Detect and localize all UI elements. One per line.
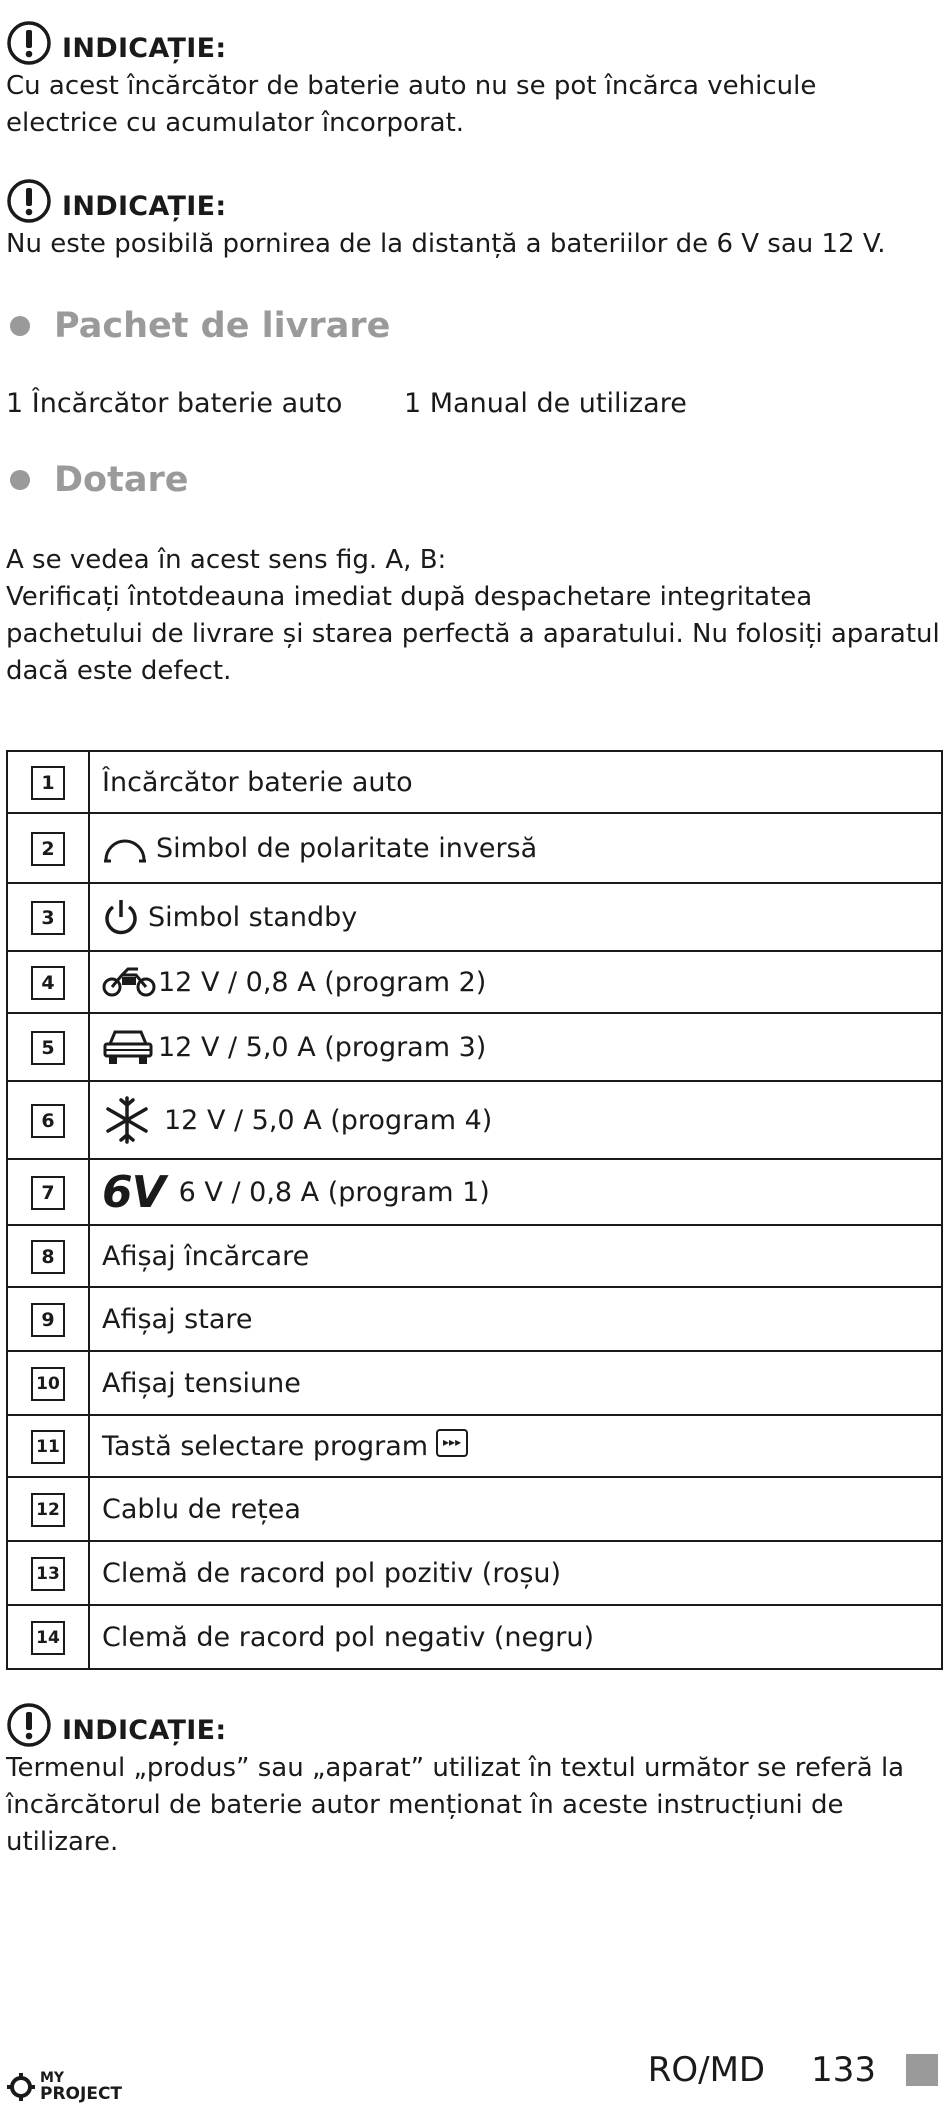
equipment-reference: A se vedea în acest sens fig. A, B:	[6, 545, 447, 575]
note-title: INDICAȚIE:	[62, 1714, 227, 1746]
table-row	[7, 1477, 942, 1541]
part-label: Clemă de racord pol pozitiv (roșu)	[102, 1557, 562, 1589]
part-description-cell	[89, 1287, 942, 1351]
part-number: 7	[31, 1176, 65, 1210]
part-number: 1	[31, 766, 65, 800]
part-description-cell	[89, 751, 942, 813]
delivery-item: 1 Încărcător baterie auto	[6, 388, 343, 419]
part-label: Tastă selectare program	[102, 1430, 429, 1462]
language-code: RO/MD	[647, 2050, 766, 2090]
bullet-icon	[10, 470, 30, 490]
6v-symbol: 6V	[102, 1166, 165, 1218]
part-number: 2	[31, 832, 65, 866]
table-row	[7, 1541, 942, 1605]
table-row	[7, 951, 942, 1013]
part-description-cell	[89, 1225, 942, 1287]
part-number-cell	[7, 1605, 89, 1669]
part-description-cell	[89, 883, 942, 951]
delivery-item: 1 Manual de utilizare	[404, 388, 687, 419]
exclamation-icon	[6, 178, 52, 224]
part-label: 6 V / 0,8 A (program 1)	[178, 1176, 490, 1208]
note-1	[6, 18, 936, 142]
part-number-cell	[7, 1351, 89, 1415]
part-number: 14	[31, 1621, 65, 1655]
part-description-cell	[89, 1541, 942, 1605]
car-icon	[102, 1028, 154, 1066]
reverse-polarity-icon	[102, 832, 148, 864]
part-number-cell	[7, 951, 89, 1013]
part-number-cell	[7, 1477, 89, 1541]
motorcycle-icon	[102, 967, 156, 997]
part-label: Afișaj tensiune	[102, 1367, 301, 1399]
note-2	[6, 176, 936, 263]
note-text: Cu acest încărcător de baterie auto nu se pot încărca vehicule electrice cu acumulator încorporat.	[6, 71, 817, 138]
part-number-cell	[7, 751, 89, 813]
part-description-cell	[89, 951, 942, 1013]
part-number: 11	[31, 1430, 65, 1464]
program-key-icon: ▸▸▸	[436, 1429, 468, 1457]
part-number-cell	[7, 1013, 89, 1081]
part-number-cell	[7, 1541, 89, 1605]
section-title: Dotare	[54, 460, 189, 500]
note-title: INDICAȚIE:	[62, 190, 227, 222]
table-row	[7, 1013, 942, 1081]
part-description-cell	[89, 1013, 942, 1081]
power-icon	[102, 897, 140, 937]
table-row	[7, 813, 942, 883]
part-number-cell	[7, 1159, 89, 1225]
table-row	[7, 1081, 942, 1159]
part-number: 10	[31, 1367, 65, 1401]
page-marker	[906, 2054, 938, 2086]
part-number: 4	[31, 966, 65, 1000]
part-number-cell	[7, 813, 89, 883]
part-label: Clemă de racord pol negativ (negru)	[102, 1621, 595, 1653]
gear-icon	[6, 2072, 36, 2102]
note-text: Nu este posibilă pornirea de la distanță a bateriilor de 6 V sau 12 V.	[6, 229, 886, 259]
note-title: INDICAȚIE:	[62, 32, 227, 64]
part-label: Simbol standby	[148, 901, 358, 933]
delivery-list	[6, 388, 687, 419]
part-description-cell	[89, 1415, 942, 1477]
part-number-cell	[7, 1415, 89, 1477]
part-label: Afișaj încărcare	[102, 1240, 310, 1272]
part-number-cell	[7, 1081, 89, 1159]
section-title: Pachet de livrare	[54, 306, 391, 346]
exclamation-icon	[6, 1702, 52, 1748]
section-delivery	[6, 306, 390, 346]
table-row	[7, 751, 942, 813]
part-description-cell	[89, 1159, 942, 1225]
note-header	[6, 1700, 936, 1750]
table-row	[7, 1225, 942, 1287]
part-number-cell	[7, 1225, 89, 1287]
part-description-cell	[89, 1477, 942, 1541]
table-row	[7, 1415, 942, 1477]
part-description-cell	[89, 1351, 942, 1415]
part-description-cell	[89, 813, 942, 883]
part-label: 12 V / 5,0 A (program 3)	[158, 1031, 487, 1063]
note-text: Termenul „produs” sau „aparat” utilizat în textul următor se referă la încărcătorul de baterie autor menționat în aceste instrucțiuni de utilizare.	[6, 1753, 905, 1857]
part-number: 9	[31, 1303, 65, 1337]
section-equipment	[6, 460, 188, 500]
part-label: 12 V / 0,8 A (program 2)	[158, 966, 487, 998]
part-number: 6	[31, 1104, 65, 1138]
part-label: Afișaj stare	[102, 1303, 253, 1335]
part-description-cell	[89, 1081, 942, 1159]
logo-text-top: MY	[40, 2070, 65, 2086]
part-label: Încărcător baterie auto	[102, 766, 413, 798]
logo-text-bottom: PROJECT	[40, 2084, 123, 2104]
note-header	[6, 176, 936, 226]
snowflake-icon	[102, 1095, 152, 1145]
table-row	[7, 883, 942, 951]
table-row	[7, 1351, 942, 1415]
note-header	[6, 18, 936, 68]
table-row	[7, 1159, 942, 1225]
equipment-instructions: Verificați întotdeauna imediat după despachetare integritatea pachetului de livrare și starea perfectă a aparatului. Nu folosiți aparatul dacă este defect.	[6, 582, 940, 686]
table-row	[7, 1287, 942, 1351]
page-footer	[648, 2050, 938, 2090]
part-label: Simbol de polaritate inversă	[156, 832, 538, 864]
part-label: Cablu de rețea	[102, 1493, 301, 1525]
part-number-cell	[7, 883, 89, 951]
exclamation-icon	[6, 20, 52, 66]
part-number: 12	[31, 1493, 65, 1527]
part-number-cell	[7, 1287, 89, 1351]
part-number: 3	[31, 901, 65, 935]
table-row	[7, 1605, 942, 1669]
part-number: 13	[31, 1557, 65, 1591]
part-label: 12 V / 5,0 A (program 4)	[164, 1104, 493, 1136]
bullet-icon	[10, 316, 30, 336]
page-number: 133	[811, 2050, 876, 2090]
note-3	[6, 1700, 936, 1861]
brand-logo	[6, 2070, 122, 2102]
part-description-cell	[89, 1605, 942, 1669]
part-number: 5	[31, 1031, 65, 1065]
logo-text	[40, 2070, 122, 2102]
part-number: 8	[31, 1240, 65, 1274]
parts-table	[6, 750, 943, 1670]
